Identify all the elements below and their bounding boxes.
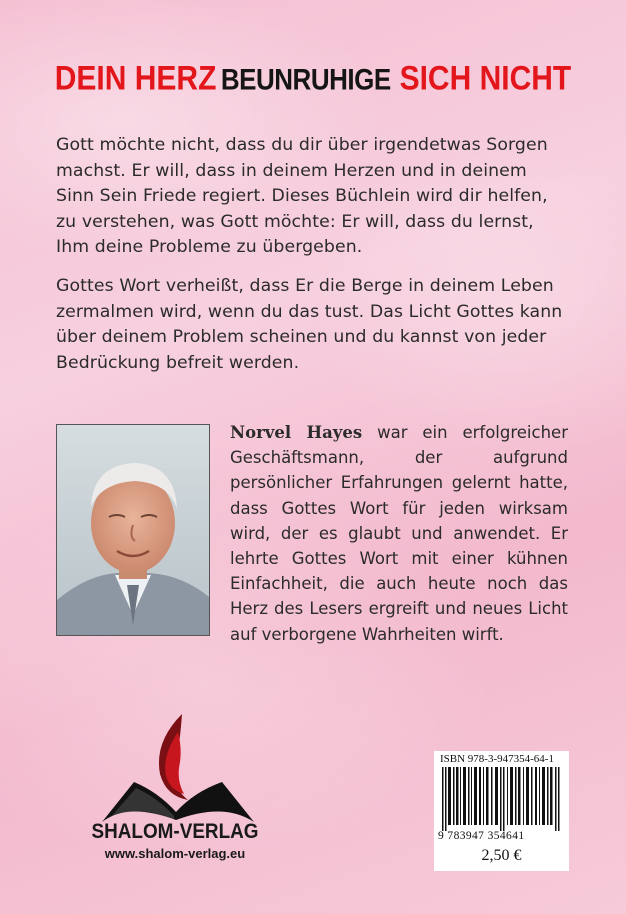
author-bio xyxy=(230,420,568,647)
barcode-digits: 9 783947 354641 xyxy=(438,830,525,842)
author-name: Norvel Hayes xyxy=(230,423,363,442)
barcode-box xyxy=(434,751,569,871)
intro-paragraph-2: Gottes Wort verheißt, dass Er die Berge in deinem Leben zermalmen wird, wenn du das tust. Das Licht Gottes kann über deinem Problem scheinen und du kannst von jeder Bedrückung befreit werden. xyxy=(56,276,563,373)
author-portrait-icon xyxy=(57,425,209,635)
barcode-icon xyxy=(440,767,564,831)
publisher-name: SHALOM-VERLAG xyxy=(91,820,259,843)
publisher-website: www.shalom-verlag.eu xyxy=(104,846,246,861)
author-photo xyxy=(56,424,210,636)
isbn-label: ISBN 978-3-947354-64-1 xyxy=(440,753,554,765)
title-part-1: DEIN HERZ xyxy=(54,59,217,98)
title-part-2: BEUNRUHIGE xyxy=(220,61,391,97)
price-label: 2,50 € xyxy=(481,847,522,864)
author-bio-text: war ein erfolgreicher Geschäftsmann, der aufgrund persönlicher Erfahrungen gelernt hatte, dass Gottes Wort für jeden wirksam wird, der es glaubt und anwendet. Er lehrte Gottes Wort mit einer kühnen Einfachheit, die auch heute noch das Herz des Lesers ergreift und neues Licht auf verborgene Wahrheiten wirft. xyxy=(230,423,568,644)
cover-title xyxy=(0,59,626,98)
intro-paragraph-1: Gott möchte nicht, dass du dir über irgendetwas Sorgen machst. Er will, dass in deinem Herzen und in deinem Sinn Sein Friede regiert. Dieses Büchlein wird dir helfen, zu verstehen, was Gott möchte: Er will, dass du lernst, Ihm deine Probleme zu übergeben. xyxy=(56,135,548,257)
title-part-3: SICH NICHT xyxy=(399,59,572,98)
